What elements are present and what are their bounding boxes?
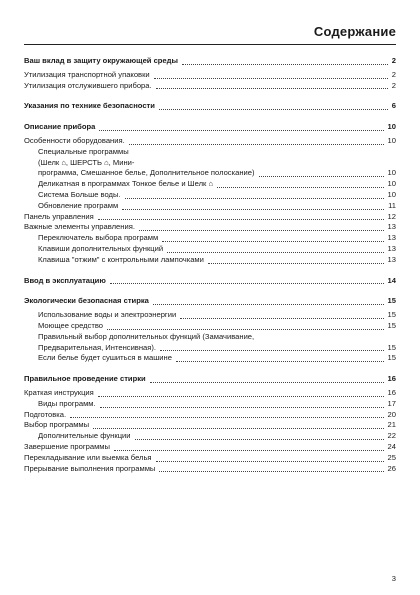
toc-page-number: 15 bbox=[387, 342, 396, 352]
toc-entry-label: Важные элементы управления. bbox=[24, 222, 135, 232]
toc-entry-label: Клавиша "отжим" с контрольными лампочками bbox=[24, 255, 206, 266]
toc-entry[interactable] bbox=[24, 201, 396, 212]
toc-entry[interactable] bbox=[24, 464, 396, 475]
page-number: 3 bbox=[391, 574, 396, 583]
toc-entry-label: Предварительная, Интенсивная). bbox=[24, 343, 158, 354]
toc-page-number: 22 bbox=[387, 431, 396, 441]
toc-page-number: 13 bbox=[387, 222, 396, 232]
toc-entry-label: Обновление программ bbox=[24, 201, 120, 212]
toc-entry[interactable] bbox=[24, 332, 396, 354]
leader-dots bbox=[217, 186, 383, 188]
toc-page-number: 15 bbox=[387, 296, 396, 306]
leader-dots bbox=[160, 349, 384, 351]
toc-entry[interactable] bbox=[24, 81, 396, 92]
leader-dots bbox=[93, 427, 383, 429]
toc-entry[interactable] bbox=[24, 453, 396, 464]
toc-entry[interactable] bbox=[24, 399, 396, 410]
leader-dots bbox=[70, 416, 383, 418]
leader-dots bbox=[154, 77, 388, 79]
toc-entry-label: Подготовка. bbox=[24, 409, 67, 419]
toc-entry[interactable] bbox=[24, 410, 396, 421]
leader-dots bbox=[135, 438, 384, 440]
toc-entry-label: Правильное проведение стирки bbox=[24, 374, 146, 384]
toc-entry-line: (Шелк ⌂, ШЕРСТЬ ⌂, Мини- bbox=[38, 157, 135, 167]
toc-entry-label: Выбор программы bbox=[24, 420, 90, 430]
leader-dots bbox=[162, 240, 383, 242]
toc-page-number: 10 bbox=[387, 179, 396, 189]
toc-entry-line: Правильный выбор дополнительных функций (Замачивание, bbox=[38, 331, 255, 341]
toc-page-number: 16 bbox=[387, 387, 396, 397]
toc-entry[interactable] bbox=[24, 353, 396, 364]
toc-entry-label: Особенности оборудования. bbox=[24, 135, 125, 145]
leader-dots bbox=[182, 63, 388, 65]
toc-entry-label: Прерывание выполнения программы bbox=[24, 463, 156, 473]
leader-dots bbox=[208, 262, 384, 264]
toc-page-number: 15 bbox=[387, 310, 396, 320]
leader-dots bbox=[139, 229, 384, 231]
toc-entry[interactable] bbox=[24, 388, 396, 399]
toc-page-number: 11 bbox=[388, 200, 396, 210]
toc-entry-label: Виды программ. bbox=[24, 399, 98, 410]
leader-dots bbox=[159, 470, 383, 472]
leader-dots bbox=[153, 303, 384, 305]
toc-entry[interactable] bbox=[24, 310, 396, 321]
leader-dots bbox=[107, 328, 384, 330]
leader-dots bbox=[167, 251, 383, 253]
toc-section-heading[interactable] bbox=[24, 122, 396, 133]
toc-page-number: 13 bbox=[387, 254, 396, 264]
toc-page-number: 12 bbox=[387, 211, 396, 221]
toc-entry-label: Моющее средство bbox=[24, 321, 105, 332]
toc-section-heading[interactable] bbox=[24, 101, 396, 112]
toc-section-heading[interactable] bbox=[24, 296, 396, 307]
toc-entry-last-line bbox=[24, 343, 396, 354]
section-gap bbox=[24, 112, 396, 122]
toc-page-number: 10 bbox=[387, 168, 396, 178]
leader-dots bbox=[159, 108, 388, 110]
toc-entry-label: Завершение программы bbox=[24, 441, 110, 451]
toc-page-number: 15 bbox=[387, 320, 396, 330]
toc-entry[interactable] bbox=[24, 255, 396, 266]
toc-page-number: 17 bbox=[387, 398, 396, 408]
toc-entry-label: Указания по технике безопасности bbox=[24, 101, 155, 111]
toc-page-number: 15 bbox=[387, 353, 396, 363]
toc-entry-label: программа, Смешанное белье, Дополнительное полоскание) bbox=[24, 168, 257, 179]
toc-page-number: 13 bbox=[387, 243, 396, 253]
toc-page-number: 14 bbox=[387, 275, 396, 285]
toc-entry[interactable] bbox=[24, 70, 396, 81]
toc-entry[interactable] bbox=[24, 222, 396, 233]
leader-dots bbox=[98, 218, 384, 220]
toc-entry[interactable] bbox=[24, 321, 396, 332]
toc-entry-label: Ввод в эксплуатацию bbox=[24, 275, 106, 285]
leader-dots bbox=[180, 317, 383, 319]
toc-page-number: 13 bbox=[387, 233, 396, 243]
leader-dots bbox=[99, 129, 383, 131]
toc-page-number: 10 bbox=[387, 189, 396, 199]
leader-dots bbox=[150, 381, 384, 383]
toc-entry-label: Клавиши дополнительных функций bbox=[24, 244, 165, 255]
toc-entry[interactable] bbox=[24, 442, 396, 453]
leader-dots bbox=[98, 395, 384, 397]
toc-entry-label: Краткая инструкция bbox=[24, 387, 94, 397]
leader-dots bbox=[259, 175, 384, 177]
toc-entry[interactable] bbox=[24, 233, 396, 244]
leader-dots bbox=[110, 282, 384, 284]
toc-entry-label: Перекладывание или выемка белья bbox=[24, 452, 152, 462]
leader-dots bbox=[114, 449, 384, 451]
leader-dots bbox=[176, 360, 384, 362]
toc-entry[interactable] bbox=[24, 147, 396, 179]
toc-page-number: 10 bbox=[387, 122, 396, 132]
toc-entry-label: Деликатная в программах Тонкое белье и Шелк ⌂ bbox=[24, 179, 215, 190]
leader-dots bbox=[156, 87, 388, 89]
toc-entry-label: Описание прибора bbox=[24, 122, 96, 132]
toc-entry-label: Экологически безопасная стирка bbox=[24, 296, 149, 306]
section-gap bbox=[24, 266, 396, 276]
toc-entry[interactable] bbox=[24, 179, 396, 190]
toc-section-heading[interactable] bbox=[24, 374, 396, 385]
toc-entry-line: Специальные программы bbox=[38, 146, 129, 156]
toc-entry[interactable] bbox=[24, 136, 396, 147]
toc-entry[interactable] bbox=[24, 420, 396, 431]
toc-page-number: 24 bbox=[387, 441, 396, 451]
toc-entry[interactable] bbox=[24, 244, 396, 255]
section-gap bbox=[24, 364, 396, 374]
toc-entry[interactable] bbox=[24, 431, 396, 442]
toc-entry-label: Использование воды и электроэнергии bbox=[24, 310, 178, 321]
toc-page-number: 2 bbox=[391, 80, 396, 90]
toc-entry-label: Если белье будет сушиться в машине bbox=[24, 353, 174, 364]
toc-page-number: 2 bbox=[391, 56, 396, 65]
page-title: Содержание bbox=[313, 24, 396, 39]
toc-entry-label: Утилизация отслужившего прибора. bbox=[24, 80, 152, 90]
section-gap bbox=[24, 91, 396, 101]
section-gap bbox=[24, 286, 396, 296]
leader-dots bbox=[156, 460, 384, 462]
toc-entry[interactable] bbox=[24, 190, 396, 201]
toc-page-number: 16 bbox=[387, 374, 396, 384]
page-header bbox=[24, 18, 396, 45]
toc-entry-label: Система Больше воды. bbox=[24, 190, 123, 201]
toc-entry[interactable] bbox=[24, 212, 396, 223]
toc-page-number: 20 bbox=[387, 409, 396, 419]
table-of-contents bbox=[24, 56, 396, 474]
toc-page-number: 26 bbox=[387, 463, 396, 473]
toc-page-number: 25 bbox=[387, 452, 396, 462]
toc-page-number: 10 bbox=[387, 135, 396, 145]
toc-page-number: 2 bbox=[391, 69, 396, 79]
toc-entry-label: Панель управления bbox=[24, 211, 94, 221]
toc-entry-label: Ваш вклад в защиту окружающей среды bbox=[24, 56, 178, 65]
toc-section-heading[interactable] bbox=[24, 56, 396, 67]
leader-dots bbox=[100, 406, 384, 408]
toc-entry-label: Утилизация транспортной упаковки bbox=[24, 69, 150, 79]
toc-section-heading[interactable] bbox=[24, 276, 396, 287]
leader-dots bbox=[125, 197, 384, 199]
leader-dots bbox=[129, 143, 384, 145]
toc-entry-last-line bbox=[24, 168, 396, 179]
toc-page-number: 21 bbox=[387, 420, 396, 430]
leader-dots bbox=[122, 208, 384, 210]
toc-entry-label: Дополнительные функции bbox=[24, 431, 133, 442]
toc-entry-label: Переключатель выбора программ bbox=[24, 233, 160, 244]
toc-page-number: 6 bbox=[391, 101, 396, 111]
